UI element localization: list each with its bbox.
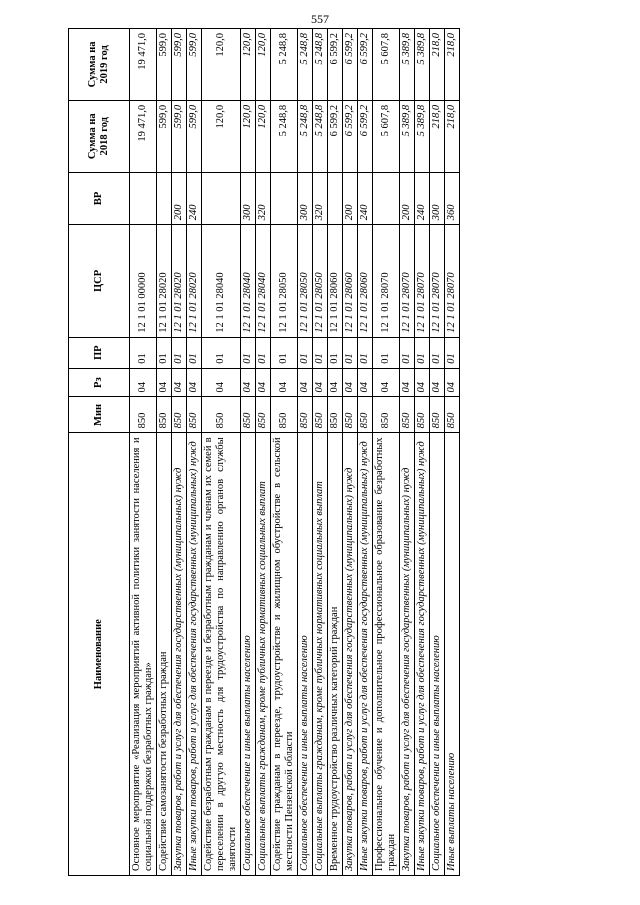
row-csr-cell: 12 1 01 28060 <box>358 225 373 337</box>
row-csr-cell: 12 1 01 28050 <box>271 225 298 337</box>
row-name-cell: Закупка товаров, работ и услуг для обеспечения государственных (муниципальных) нужд <box>172 433 187 876</box>
row-min-cell: 850 <box>157 397 172 433</box>
header-rz: Рз <box>69 368 130 397</box>
table-row <box>445 29 460 876</box>
row-rz-cell: 04 <box>157 368 172 397</box>
row-name-cell: Закупка товаров, работ и услуг для обеспечения государственных (муниципальных) нужд <box>400 433 415 876</box>
row-vr-cell: 320 <box>256 172 271 225</box>
row-min-cell: 850 <box>400 397 415 433</box>
row-sum-2019-cell: 5 389,8 <box>400 29 415 101</box>
row-sum-2019-cell: 599,0 <box>187 29 202 101</box>
row-sum-2018-cell: 6 599,2 <box>358 100 373 172</box>
row-name-cell: Временное трудоустройство различных категорий граждан <box>328 433 343 876</box>
row-rz-cell: 04 <box>202 368 241 397</box>
row-pr-cell: 01 <box>415 337 430 368</box>
row-pr-cell: 01 <box>343 337 358 368</box>
row-rz-cell: 04 <box>328 368 343 397</box>
row-rz-cell: 04 <box>298 368 313 397</box>
row-sum-2019-cell: 218,0 <box>430 29 445 101</box>
row-name-cell: Социальные выплаты гражданам, кроме публичных нормативных социальных выплат <box>256 433 271 876</box>
row-vr-cell: 200 <box>343 172 358 225</box>
row-min-cell: 850 <box>373 397 400 433</box>
table-row <box>271 29 298 876</box>
row-name-cell: Содействие безработным гражданам в переезде и безработным гражданам и членам их семей в переселении в другую местность для трудоустройства по направлению органов службы занятости <box>202 433 241 876</box>
row-name-cell: Социальное обеспечение и иные выплаты населению <box>430 433 445 876</box>
table-row <box>256 29 271 876</box>
row-sum-2019-cell: 5 248,8 <box>271 29 298 101</box>
row-rz-cell: 04 <box>358 368 373 397</box>
table-row <box>430 29 445 876</box>
row-pr-cell: 01 <box>358 337 373 368</box>
row-csr-cell: 12 1 01 00000 <box>130 225 157 337</box>
row-pr-cell: 01 <box>445 337 460 368</box>
row-min-cell: 850 <box>241 397 256 433</box>
row-sum-2018-cell: 5 607,8 <box>373 100 400 172</box>
row-rz-cell: 04 <box>187 368 202 397</box>
row-vr-cell: 200 <box>400 172 415 225</box>
row-vr-cell: 300 <box>298 172 313 225</box>
row-vr-cell: 360 <box>445 172 460 225</box>
row-pr-cell: 01 <box>172 337 187 368</box>
row-vr-cell <box>202 172 241 225</box>
header-vr: ВР <box>69 172 130 225</box>
row-sum-2019-cell: 5 607,8 <box>373 29 400 101</box>
row-csr-cell: 12 1 01 28050 <box>313 225 328 337</box>
table-row <box>343 29 358 876</box>
row-vr-cell: 200 <box>172 172 187 225</box>
row-sum-2018-cell: 6 599,2 <box>328 100 343 172</box>
row-vr-cell: 240 <box>358 172 373 225</box>
row-sum-2018-cell: 218,0 <box>430 100 445 172</box>
row-sum-2018-cell: 120,0 <box>241 100 256 172</box>
row-min-cell: 850 <box>358 397 373 433</box>
row-vr-cell: 240 <box>415 172 430 225</box>
row-pr-cell: 01 <box>328 337 343 368</box>
budget-table-sheet <box>68 28 568 876</box>
table-row <box>172 29 187 876</box>
row-rz-cell: 04 <box>343 368 358 397</box>
row-sum-2019-cell: 218,0 <box>445 29 460 101</box>
row-csr-cell: 12 1 01 28050 <box>298 225 313 337</box>
row-name-cell: Профессиональное обучение и дополнительное профессиональное образование безработных граждан <box>373 433 400 876</box>
row-min-cell: 850 <box>187 397 202 433</box>
row-name-cell: Иные закупки товаров, работ и услуг для обеспечения государственных (муниципальных) нужд <box>187 433 202 876</box>
table-body <box>130 29 460 876</box>
row-name-cell: Иные закупки товаров, работ и услуг для обеспечения государственных (муниципальных) нужд <box>415 433 430 876</box>
row-vr-cell <box>328 172 343 225</box>
row-pr-cell: 01 <box>202 337 241 368</box>
row-csr-cell: 12 1 01 28070 <box>415 225 430 337</box>
row-csr-cell: 12 1 01 28020 <box>157 225 172 337</box>
row-name-cell: Иные закупки товаров, работ и услуг для обеспечения государственных (муниципальных) нужд <box>358 433 373 876</box>
row-vr-cell: 300 <box>241 172 256 225</box>
row-csr-cell: 12 1 01 28070 <box>373 225 400 337</box>
row-sum-2019-cell: 120,0 <box>241 29 256 101</box>
row-min-cell: 850 <box>328 397 343 433</box>
row-csr-cell: 12 1 01 28040 <box>256 225 271 337</box>
row-min-cell: 850 <box>130 397 157 433</box>
table-row <box>358 29 373 876</box>
row-rz-cell: 04 <box>271 368 298 397</box>
row-sum-2019-cell: 19 471,0 <box>130 29 157 101</box>
row-sum-2018-cell: 599,0 <box>172 100 187 172</box>
row-pr-cell: 01 <box>373 337 400 368</box>
header-min: Мин <box>69 397 130 433</box>
row-pr-cell: 01 <box>130 337 157 368</box>
row-min-cell: 850 <box>256 397 271 433</box>
row-rz-cell: 04 <box>256 368 271 397</box>
row-csr-cell: 12 1 01 28020 <box>172 225 187 337</box>
row-csr-cell: 12 1 01 28040 <box>241 225 256 337</box>
row-sum-2018-cell: 120,0 <box>202 100 241 172</box>
row-rz-cell: 04 <box>313 368 328 397</box>
row-csr-cell: 12 1 01 28060 <box>343 225 358 337</box>
header-csr: ЦСР <box>69 225 130 337</box>
row-min-cell: 850 <box>298 397 313 433</box>
row-name-cell: Закупка товаров, работ и услуг для обеспечения государственных (муниципальных) нужд <box>343 433 358 876</box>
row-sum-2018-cell: 218,0 <box>445 100 460 172</box>
row-vr-cell <box>373 172 400 225</box>
row-sum-2019-cell: 120,0 <box>202 29 241 101</box>
row-min-cell: 850 <box>172 397 187 433</box>
row-rz-cell: 04 <box>241 368 256 397</box>
row-rz-cell: 04 <box>445 368 460 397</box>
header-sum-2018: Сумма на 2018 год <box>69 100 130 172</box>
row-sum-2019-cell: 6 599,2 <box>358 29 373 101</box>
row-name-cell: Содействие самозанятости безработных граждан <box>157 433 172 876</box>
header-sum-2019: Сумма на 2019 год <box>69 29 130 101</box>
row-rz-cell: 04 <box>373 368 400 397</box>
table-row <box>400 29 415 876</box>
row-min-cell: 850 <box>415 397 430 433</box>
row-min-cell: 850 <box>445 397 460 433</box>
row-sum-2019-cell: 5 248,8 <box>313 29 328 101</box>
row-sum-2019-cell: 120,0 <box>256 29 271 101</box>
row-sum-2019-cell: 5 248,8 <box>298 29 313 101</box>
row-sum-2019-cell: 6 599,2 <box>343 29 358 101</box>
row-vr-cell <box>130 172 157 225</box>
page-number: 557 <box>311 12 329 26</box>
row-rz-cell: 04 <box>130 368 157 397</box>
row-csr-cell: 12 1 01 28070 <box>400 225 415 337</box>
row-sum-2019-cell: 5 389,8 <box>415 29 430 101</box>
row-rz-cell: 04 <box>430 368 445 397</box>
budget-table <box>68 28 460 876</box>
table-row <box>187 29 202 876</box>
table-row <box>328 29 343 876</box>
row-sum-2018-cell: 5 389,8 <box>415 100 430 172</box>
row-pr-cell: 01 <box>241 337 256 368</box>
row-name-cell: Иные выплаты населению <box>445 433 460 876</box>
row-name-cell: Социальное обеспечение и иные выплаты населению <box>298 433 313 876</box>
table-row <box>241 29 256 876</box>
row-sum-2018-cell: 5 248,8 <box>271 100 298 172</box>
header-name: Наименование <box>69 433 130 876</box>
row-sum-2018-cell: 5 389,8 <box>400 100 415 172</box>
row-vr-cell: 240 <box>187 172 202 225</box>
row-sum-2018-cell: 120,0 <box>256 100 271 172</box>
row-sum-2018-cell: 6 599,2 <box>343 100 358 172</box>
row-rz-cell: 04 <box>415 368 430 397</box>
row-csr-cell: 12 1 01 28020 <box>187 225 202 337</box>
row-rz-cell: 04 <box>400 368 415 397</box>
table-row <box>415 29 430 876</box>
row-vr-cell <box>157 172 172 225</box>
row-pr-cell: 01 <box>157 337 172 368</box>
row-sum-2018-cell: 19 471,0 <box>130 100 157 172</box>
row-sum-2019-cell: 599,0 <box>172 29 187 101</box>
row-min-cell: 850 <box>271 397 298 433</box>
table-row <box>130 29 157 876</box>
row-min-cell: 850 <box>313 397 328 433</box>
table-header-row <box>69 29 130 876</box>
row-pr-cell: 01 <box>256 337 271 368</box>
row-vr-cell: 320 <box>313 172 328 225</box>
row-name-cell: Содействие гражданам в переезде, трудоустройстве и жилищном обустройстве в сельской местности Пензенской области <box>271 433 298 876</box>
row-csr-cell: 12 1 01 28060 <box>328 225 343 337</box>
row-min-cell: 850 <box>343 397 358 433</box>
header-pr: ПР <box>69 337 130 368</box>
row-pr-cell: 01 <box>400 337 415 368</box>
row-rz-cell: 04 <box>172 368 187 397</box>
row-sum-2018-cell: 5 248,8 <box>313 100 328 172</box>
row-csr-cell: 12 1 01 28070 <box>430 225 445 337</box>
row-vr-cell: 300 <box>430 172 445 225</box>
row-min-cell: 850 <box>202 397 241 433</box>
row-name-cell: Социальное обеспечение и иные выплаты населению <box>241 433 256 876</box>
table-row <box>202 29 241 876</box>
table-row <box>373 29 400 876</box>
row-pr-cell: 01 <box>298 337 313 368</box>
row-sum-2019-cell: 599,0 <box>157 29 172 101</box>
row-name-cell: Социальные выплаты гражданам, кроме публичных нормативных социальных выплат <box>313 433 328 876</box>
rotated-table-container <box>68 28 568 876</box>
row-name-cell: Основное мероприятие «Реализация мероприятий активной политики занятости населения и социальной поддержки безработных граждан» <box>130 433 157 876</box>
row-sum-2018-cell: 599,0 <box>157 100 172 172</box>
row-sum-2018-cell: 5 248,8 <box>298 100 313 172</box>
row-pr-cell: 01 <box>313 337 328 368</box>
row-sum-2019-cell: 6 599,2 <box>328 29 343 101</box>
row-min-cell: 850 <box>430 397 445 433</box>
table-row <box>313 29 328 876</box>
table-row <box>298 29 313 876</box>
row-sum-2018-cell: 599,0 <box>187 100 202 172</box>
row-csr-cell: 12 1 01 28040 <box>202 225 241 337</box>
row-pr-cell: 01 <box>271 337 298 368</box>
table-row <box>157 29 172 876</box>
row-csr-cell: 12 1 01 28070 <box>445 225 460 337</box>
row-pr-cell: 01 <box>187 337 202 368</box>
row-vr-cell <box>271 172 298 225</box>
row-pr-cell: 01 <box>430 337 445 368</box>
